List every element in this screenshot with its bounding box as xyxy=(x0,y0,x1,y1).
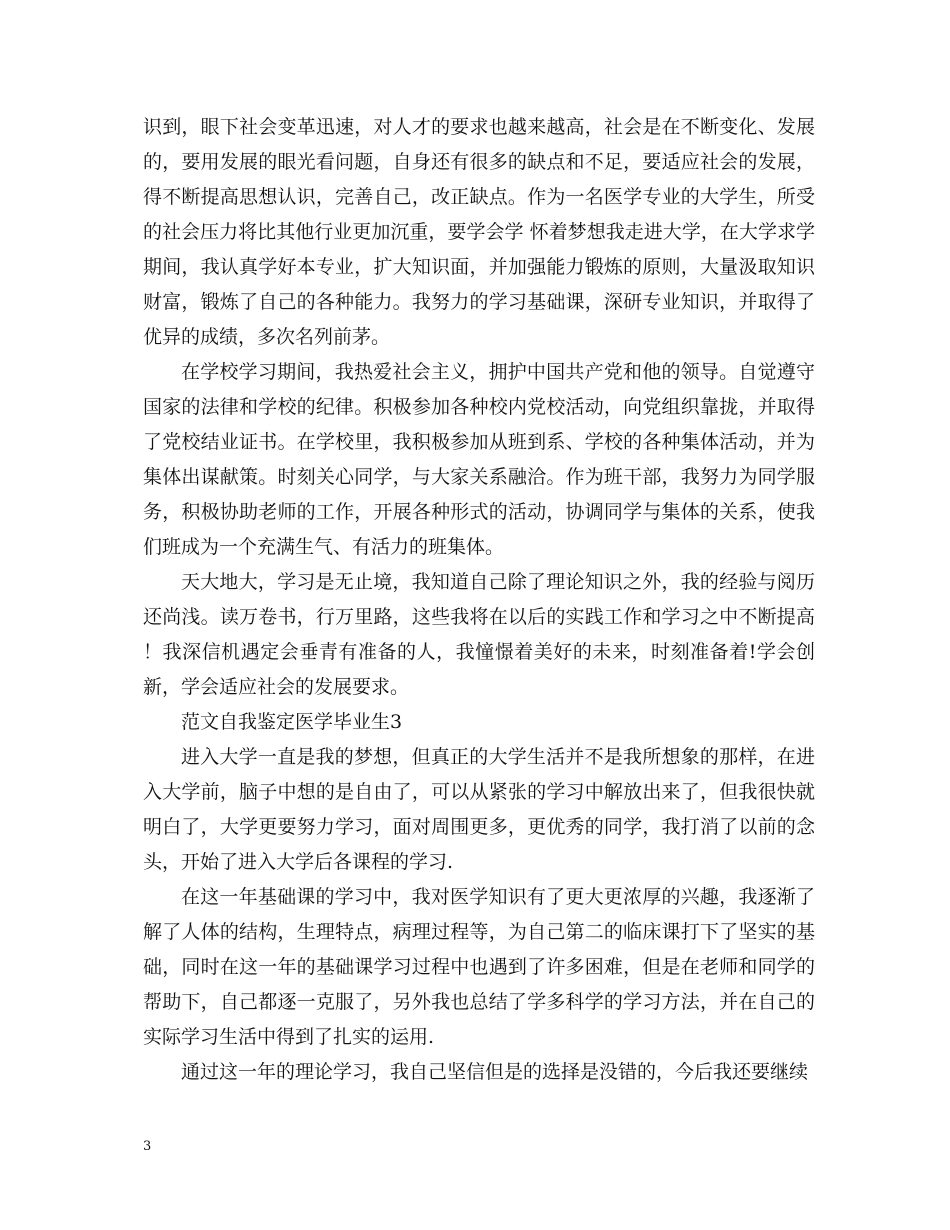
page-number: 3 xyxy=(143,1139,152,1154)
section-heading: 范文自我鉴定医学毕业生3 xyxy=(181,711,403,733)
paragraph-3: 天大地大，学习是无止境，我知道自己除了理论知识之外，我的经验与阅历还尚浅。读万卷书，行万里路，这些我将在以后的实践工作和学习之中不断提高！我深信机遇定会垂青有准备的人，我憧憬着美好的未来，时刻准备着!学会创新，学会适应社会的发展要求。 xyxy=(143,571,815,698)
paragraph-6: 通过这一年的理论学习，我自己坚信但是的选择是没错的，今后我还要继续 xyxy=(181,1061,809,1083)
paragraph-4: 进入大学一直是我的梦想，但真正的大学生活并不是我所想象的那样，在进入大学前，脑子中想的是自由了，可以从紧张的学习中解放出来了，但我很快就明白了，大学更要努力学习，面对周围更多，更优秀的同学，我打消了以前的念头，开始了进入大学后各课程的学习. xyxy=(143,746,815,873)
paragraph-2: 在学校学习期间，我热爱社会主义，拥护中国共产党和他的领导。自觉遵守国家的法律和学校的纪律。积极参加各种校内党校活动，向党组织靠拢，并取得了党校结业证书。在学校里，我积极参加从班到系、学校的各种集体活动，并为集体出谋献策。时刻关心同学，与大家关系融洽。作为班干部，我努力为同学服务，积极协助老师的工作，开展各种形式的活动，协调同学与集体的关系，使我们班成为一个充满生气、有活力的班集体。 xyxy=(143,361,815,558)
paragraph-1: 识到，眼下社会变革迅速，对人才的要求也越来越高，社会是在不断变化、发展的，要用发展的眼光看问题，自身还有很多的缺点和不足，要适应社会的发展，得不断提高思想认识，完善自己，改正缺点。作为一名医学专业的大学生，所受的社会压力将比其他行业更加沉重，要学会学 怀着梦想我走进大学，在大学求学期间，我认真学好本专业，扩大知识面，并加强能力锻炼的原则，大量汲取知识财富，锻炼了自己的各种能力。我努力的学习基础课，深研专业知识，并取得了优异的成绩，多次名列前茅。 xyxy=(143,116,815,348)
body-text xyxy=(143,110,815,1090)
paragraph-5: 在这一年基础课的学习中，我对医学知识有了更大更浓厚的兴趣，我逐渐了解了人体的结构，生理特点，病理过程等，为自己第二的临床课打下了坚实的基础，同时在这一年的基础课学习过程中也遇到了许多困难，但是在老师和同学的帮助下，自己都逐一克服了，另外我也总结了学多科学的学习方法，并在自己的实际学习生活中得到了扎实的运用. xyxy=(143,886,815,1048)
